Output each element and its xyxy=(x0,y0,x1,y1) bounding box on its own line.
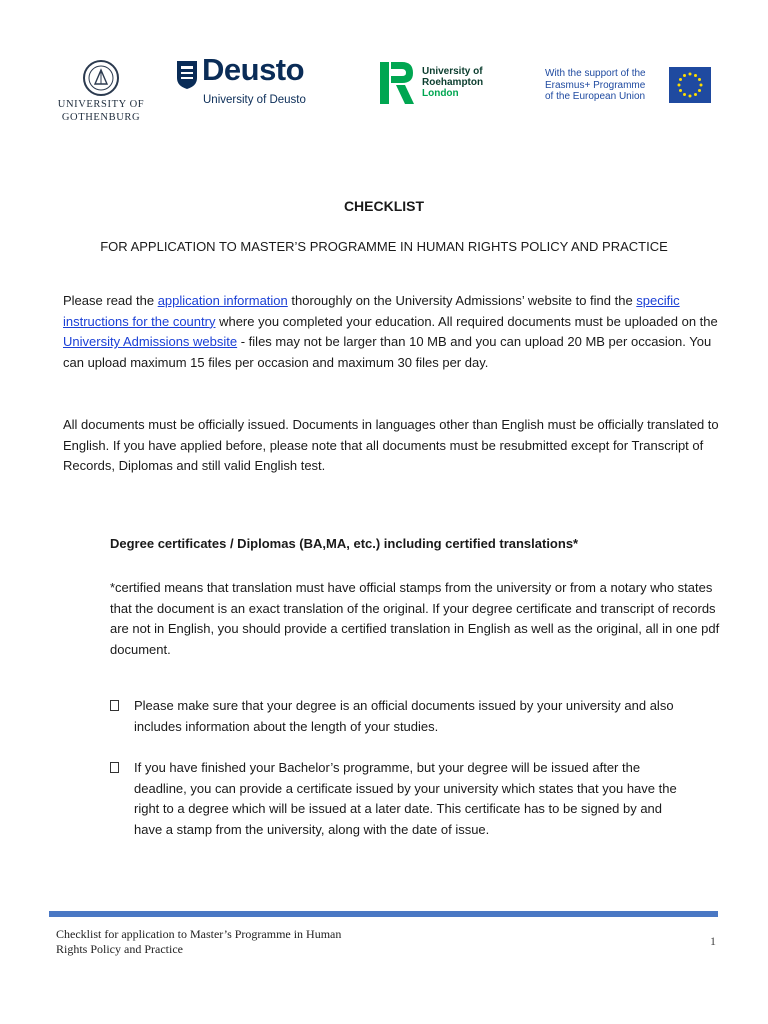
gothenburg-logo xyxy=(54,58,148,124)
footer-divider xyxy=(49,911,718,917)
page-number: 1 xyxy=(710,934,716,948)
footer-text: Checklist for application to Master’s Programme in Human Rights Policy and Practice xyxy=(56,927,342,956)
deusto-wordmark: Deusto xyxy=(202,52,305,87)
checklist-item[interactable] xyxy=(110,758,680,840)
page-title: CHECKLIST xyxy=(343,198,425,214)
certified-translation-note: *certified means that translation must have official stamps from the university or from a notary who states that the document is an exact translation of the original. If your degree certificate and transcript of records are not in English, you should provide a certified translation in English as well as the original, all in one pdf document. xyxy=(110,580,720,657)
roehampton-r-icon xyxy=(378,60,416,106)
gothenburg-seal-icon xyxy=(68,58,134,98)
checkbox-icon[interactable] xyxy=(110,700,119,711)
checklist-item-text: If you have finished your Bachelor’s programme, but your degree will be issued after the deadline, you can provide a certificate issued by your university which states that you have the right to a degree which will be issued at a later date. This certificate has to be signed by and have a stamp from the university, along with the date of issue. xyxy=(134,760,677,837)
checklist-item-text: Please make sure that your degree is an official documents issued by your university and also includes information about the length of your studies. xyxy=(134,698,674,734)
checklist-item[interactable] xyxy=(110,696,680,737)
deusto-shield-icon xyxy=(176,60,198,90)
application-information-link[interactable]: application information xyxy=(157,293,288,308)
eu-flag-icon xyxy=(669,67,711,103)
roehampton-text: University of Roehampton London xyxy=(422,66,484,99)
deusto-subtitle: University of Deusto xyxy=(203,94,306,106)
intro-paragraph: Please read the application information thoroughly on the University Admissions’ website to find the specific instructions for the country where you completed your education. All required documents must be uploaded on the University Admissions website - files may not be larger than 10 MB and you can upload 20 MB per occasion. You can upload maximum 15 files per occasion and maximum 30 files per day. xyxy=(63,293,718,370)
erasmus-logo xyxy=(541,67,713,105)
official-documents-paragraph: All documents must be officially issued. Documents in languages other than English must be officially translated to English. If you have applied before, please note that all documents must be resubmitted except for Transcript of Records, Diplomas and still valid English test. xyxy=(63,417,719,473)
country-instructions-link[interactable]: specific instructions for the country xyxy=(63,293,680,329)
gothenburg-name-line2: GOTHENBURG xyxy=(61,112,141,123)
checkbox-icon[interactable] xyxy=(110,762,119,773)
university-admissions-link[interactable]: University Admissions website xyxy=(63,334,238,349)
deusto-logo xyxy=(176,52,336,110)
page-subtitle: FOR APPLICATION TO MASTER’S PROGRAMME IN HUMAN RIGHTS POLICY AND PRACTICE xyxy=(100,239,668,254)
erasmus-text: With the support of the Erasmus+ Programme of the European Union xyxy=(545,68,646,102)
roehampton-logo xyxy=(378,60,498,106)
degree-section-title: Degree certificates / Diplomas (BA,MA, etc.) including certified translations* xyxy=(110,536,579,551)
gothenburg-name-line1: UNIVERSITY OF xyxy=(57,99,145,110)
